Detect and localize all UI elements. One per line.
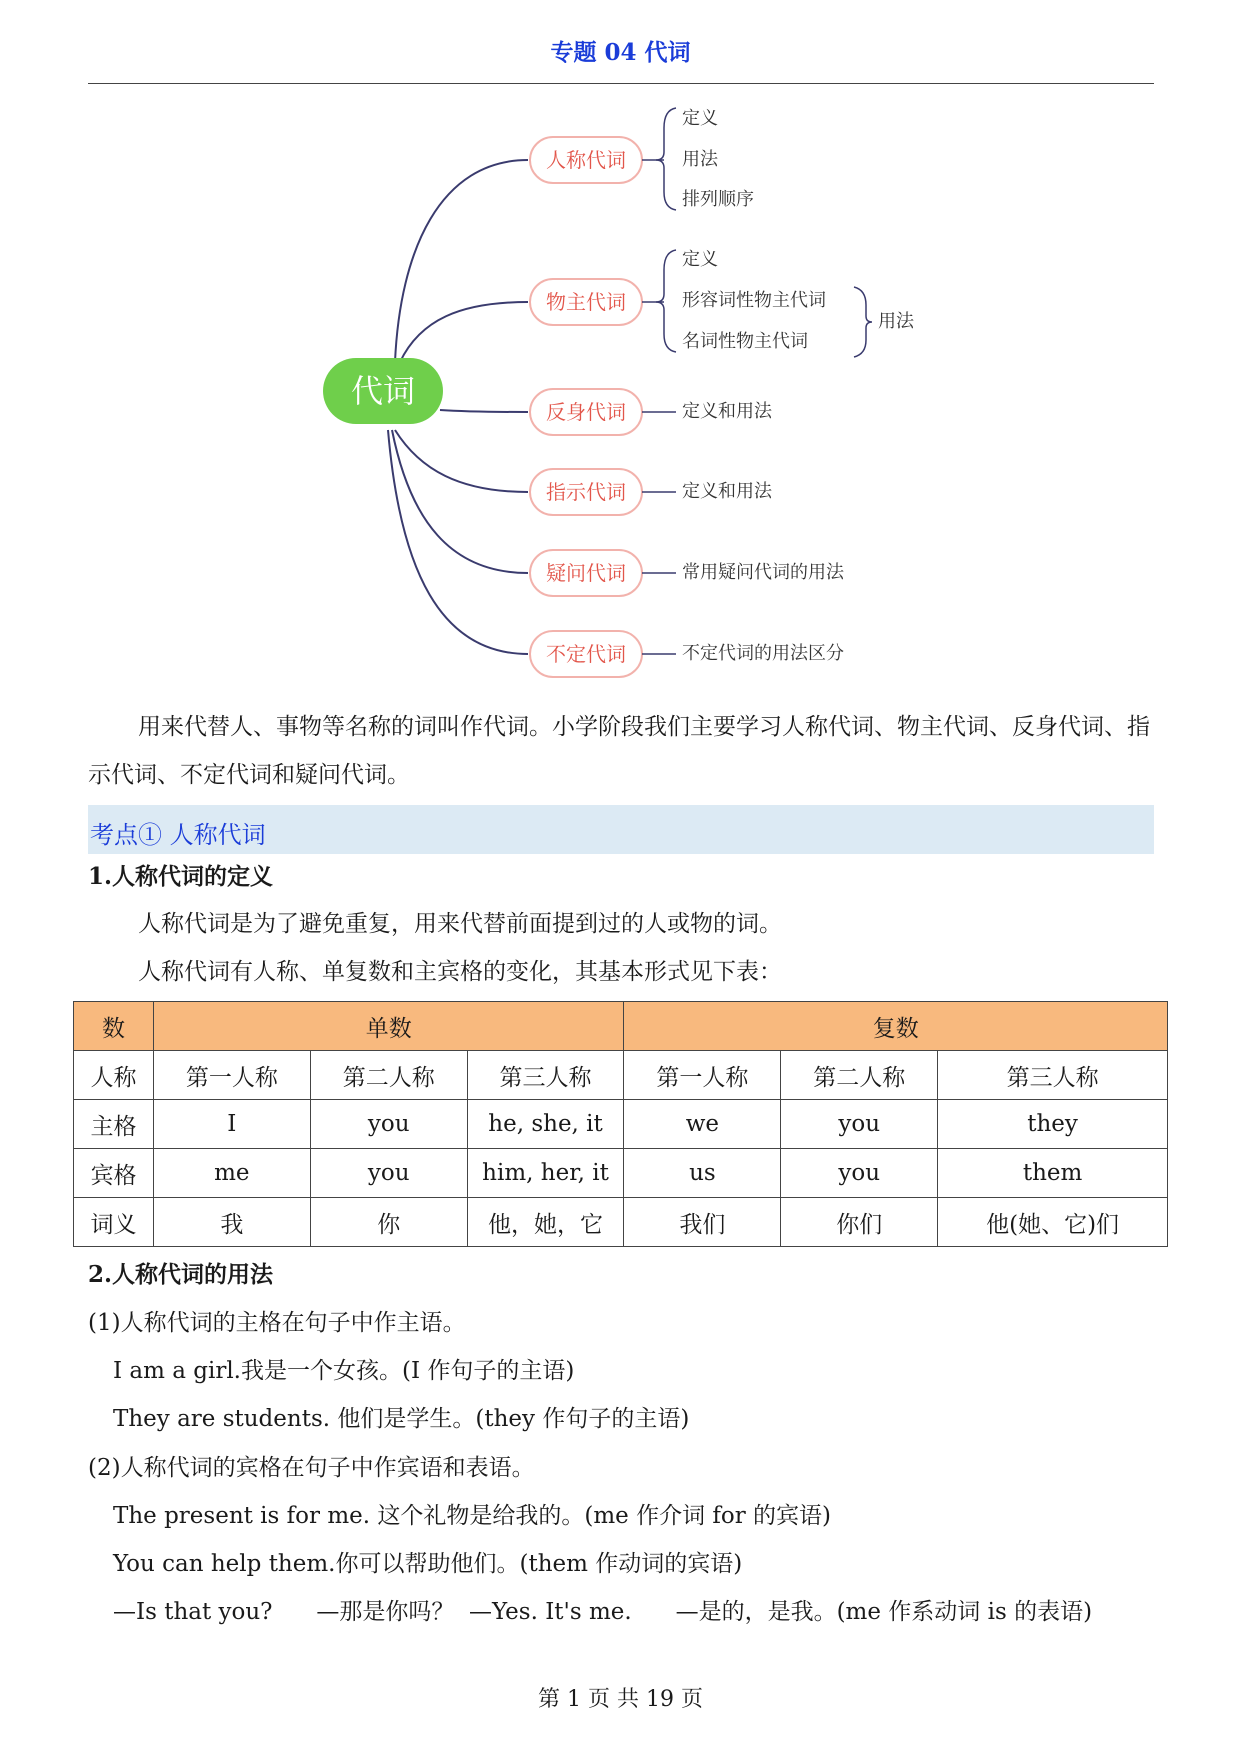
usage-rule-1: (1)人称代词的主格在句子中作主语。	[88, 1310, 466, 1336]
table-cell: 第一人称	[624, 1051, 781, 1100]
table-cell: they	[938, 1100, 1168, 1149]
example-sentence: You can help them.你可以帮助他们。(them 作动词的宾语)	[113, 1551, 743, 1577]
table-cell: 第一人称	[153, 1051, 310, 1100]
table-cell: 主格	[74, 1100, 154, 1149]
table-cell: you	[781, 1100, 938, 1149]
leaf-usage: 用法	[682, 149, 718, 170]
table-cell: you	[781, 1149, 938, 1198]
subheading-definition: 1.人称代词的定义	[88, 863, 274, 890]
table-cell: I	[153, 1100, 310, 1149]
pronoun-mind-map	[0, 90, 1241, 690]
table-cell: you	[310, 1149, 467, 1198]
leaf-definition-usage: 定义和用法	[682, 481, 772, 502]
header-number: 数	[74, 1002, 154, 1051]
root-label: 代词	[350, 372, 416, 410]
example-dialogue: —Is that you? —那是你吗？ —Yes. It's me. —是的，是我。(me 作系动词 is 的表语)	[113, 1599, 1093, 1625]
leaf-order: 排列顺序	[682, 189, 754, 210]
branch-label: 人称代词	[546, 148, 626, 172]
table-cell: 第二人称	[781, 1051, 938, 1100]
table-cell: 词义	[74, 1198, 154, 1247]
section-title: 考点① 人称代词	[90, 821, 266, 849]
example-sentence: I am a girl.我是一个女孩。(I 作句子的主语)	[113, 1358, 575, 1384]
table-cell: 他(她、它)们	[938, 1198, 1168, 1247]
pronoun-forms-table	[73, 1001, 1168, 1247]
table-row	[74, 1051, 1168, 1100]
table-cell: me	[153, 1149, 310, 1198]
table-cell: he, she, it	[467, 1100, 624, 1149]
table-header-row	[74, 1002, 1168, 1051]
branch-demonstrative	[530, 469, 773, 515]
table-cell: them	[938, 1149, 1168, 1198]
branch-interrogative	[530, 550, 845, 596]
table-cell: 第三人称	[938, 1051, 1168, 1100]
branch-label: 反身代词	[546, 400, 626, 424]
table-cell: him, her, it	[467, 1149, 624, 1198]
table-cell: 你	[310, 1198, 467, 1247]
table-row	[74, 1149, 1168, 1198]
branch-reflexive	[530, 389, 773, 435]
table-cell: 第二人称	[310, 1051, 467, 1100]
branch-personal	[530, 108, 754, 210]
branch-label: 不定代词	[546, 642, 626, 666]
header-divider	[88, 83, 1154, 84]
table-cell: you	[310, 1100, 467, 1149]
leaf-definition: 定义	[682, 249, 718, 270]
leaf-definition-usage: 定义和用法	[682, 401, 772, 422]
header-singular: 单数	[153, 1002, 624, 1051]
leaf-usage-group: 用法	[878, 311, 914, 332]
header-plural: 复数	[624, 1002, 1168, 1051]
table-cell: 我	[153, 1198, 310, 1247]
page-header-title: 专题 04 代词	[550, 39, 691, 66]
table-cell: 我们	[624, 1198, 781, 1247]
example-sentence: They are students. 他们是学生。(they 作句子的主语)	[113, 1406, 690, 1432]
table-row	[74, 1198, 1168, 1247]
example-sentence: The present is for me. 这个礼物是给我的。(me 作介词 for 的宾语)	[113, 1503, 832, 1529]
intro-paragraph: 用来代替人、事物等名称的词叫作代词。小学阶段我们主要学习人称代词、物主代词、反身代词、指示代词、不定代词和疑问代词。	[88, 714, 1150, 788]
section-heading-bar	[88, 805, 1154, 854]
leaf-nominal-possessive: 名词性物主代词	[682, 331, 808, 352]
table-cell: 人称	[74, 1051, 154, 1100]
branch-label: 疑问代词	[546, 561, 626, 585]
usage-rule-2: (2)人称代词的宾格在句子中作宾语和表语。	[88, 1455, 535, 1481]
table-cell: 他，她，它	[467, 1198, 624, 1247]
definition-text: 人称代词是为了避免重复，用来代替前面提到过的人或物的词。	[138, 911, 782, 937]
root-node	[323, 358, 443, 424]
table-cell: 宾格	[74, 1149, 154, 1198]
branch-label: 物主代词	[546, 290, 626, 314]
leaf-adjective-possessive: 形容词性物主代词	[682, 290, 826, 311]
table-cell: 你们	[781, 1198, 938, 1247]
branch-possessive	[530, 249, 915, 357]
branch-label: 指示代词	[546, 480, 626, 504]
leaf-common-usage: 常用疑问代词的用法	[682, 562, 844, 583]
leaf-definition: 定义	[682, 108, 718, 129]
branch-indefinite	[530, 631, 844, 677]
subheading-usage: 2.人称代词的用法	[88, 1261, 274, 1288]
table-cell: 第三人称	[467, 1051, 624, 1100]
leaf-usage-distinction: 不定代词的用法区分	[682, 643, 844, 664]
table-cell: us	[624, 1149, 781, 1198]
table-row	[74, 1100, 1168, 1149]
table-cell: we	[624, 1100, 781, 1149]
table-intro-text: 人称代词有人称、单复数和主宾格的变化，其基本形式见下表：	[138, 959, 782, 985]
page-footer: 第 1 页 共 19 页	[538, 1687, 703, 1712]
